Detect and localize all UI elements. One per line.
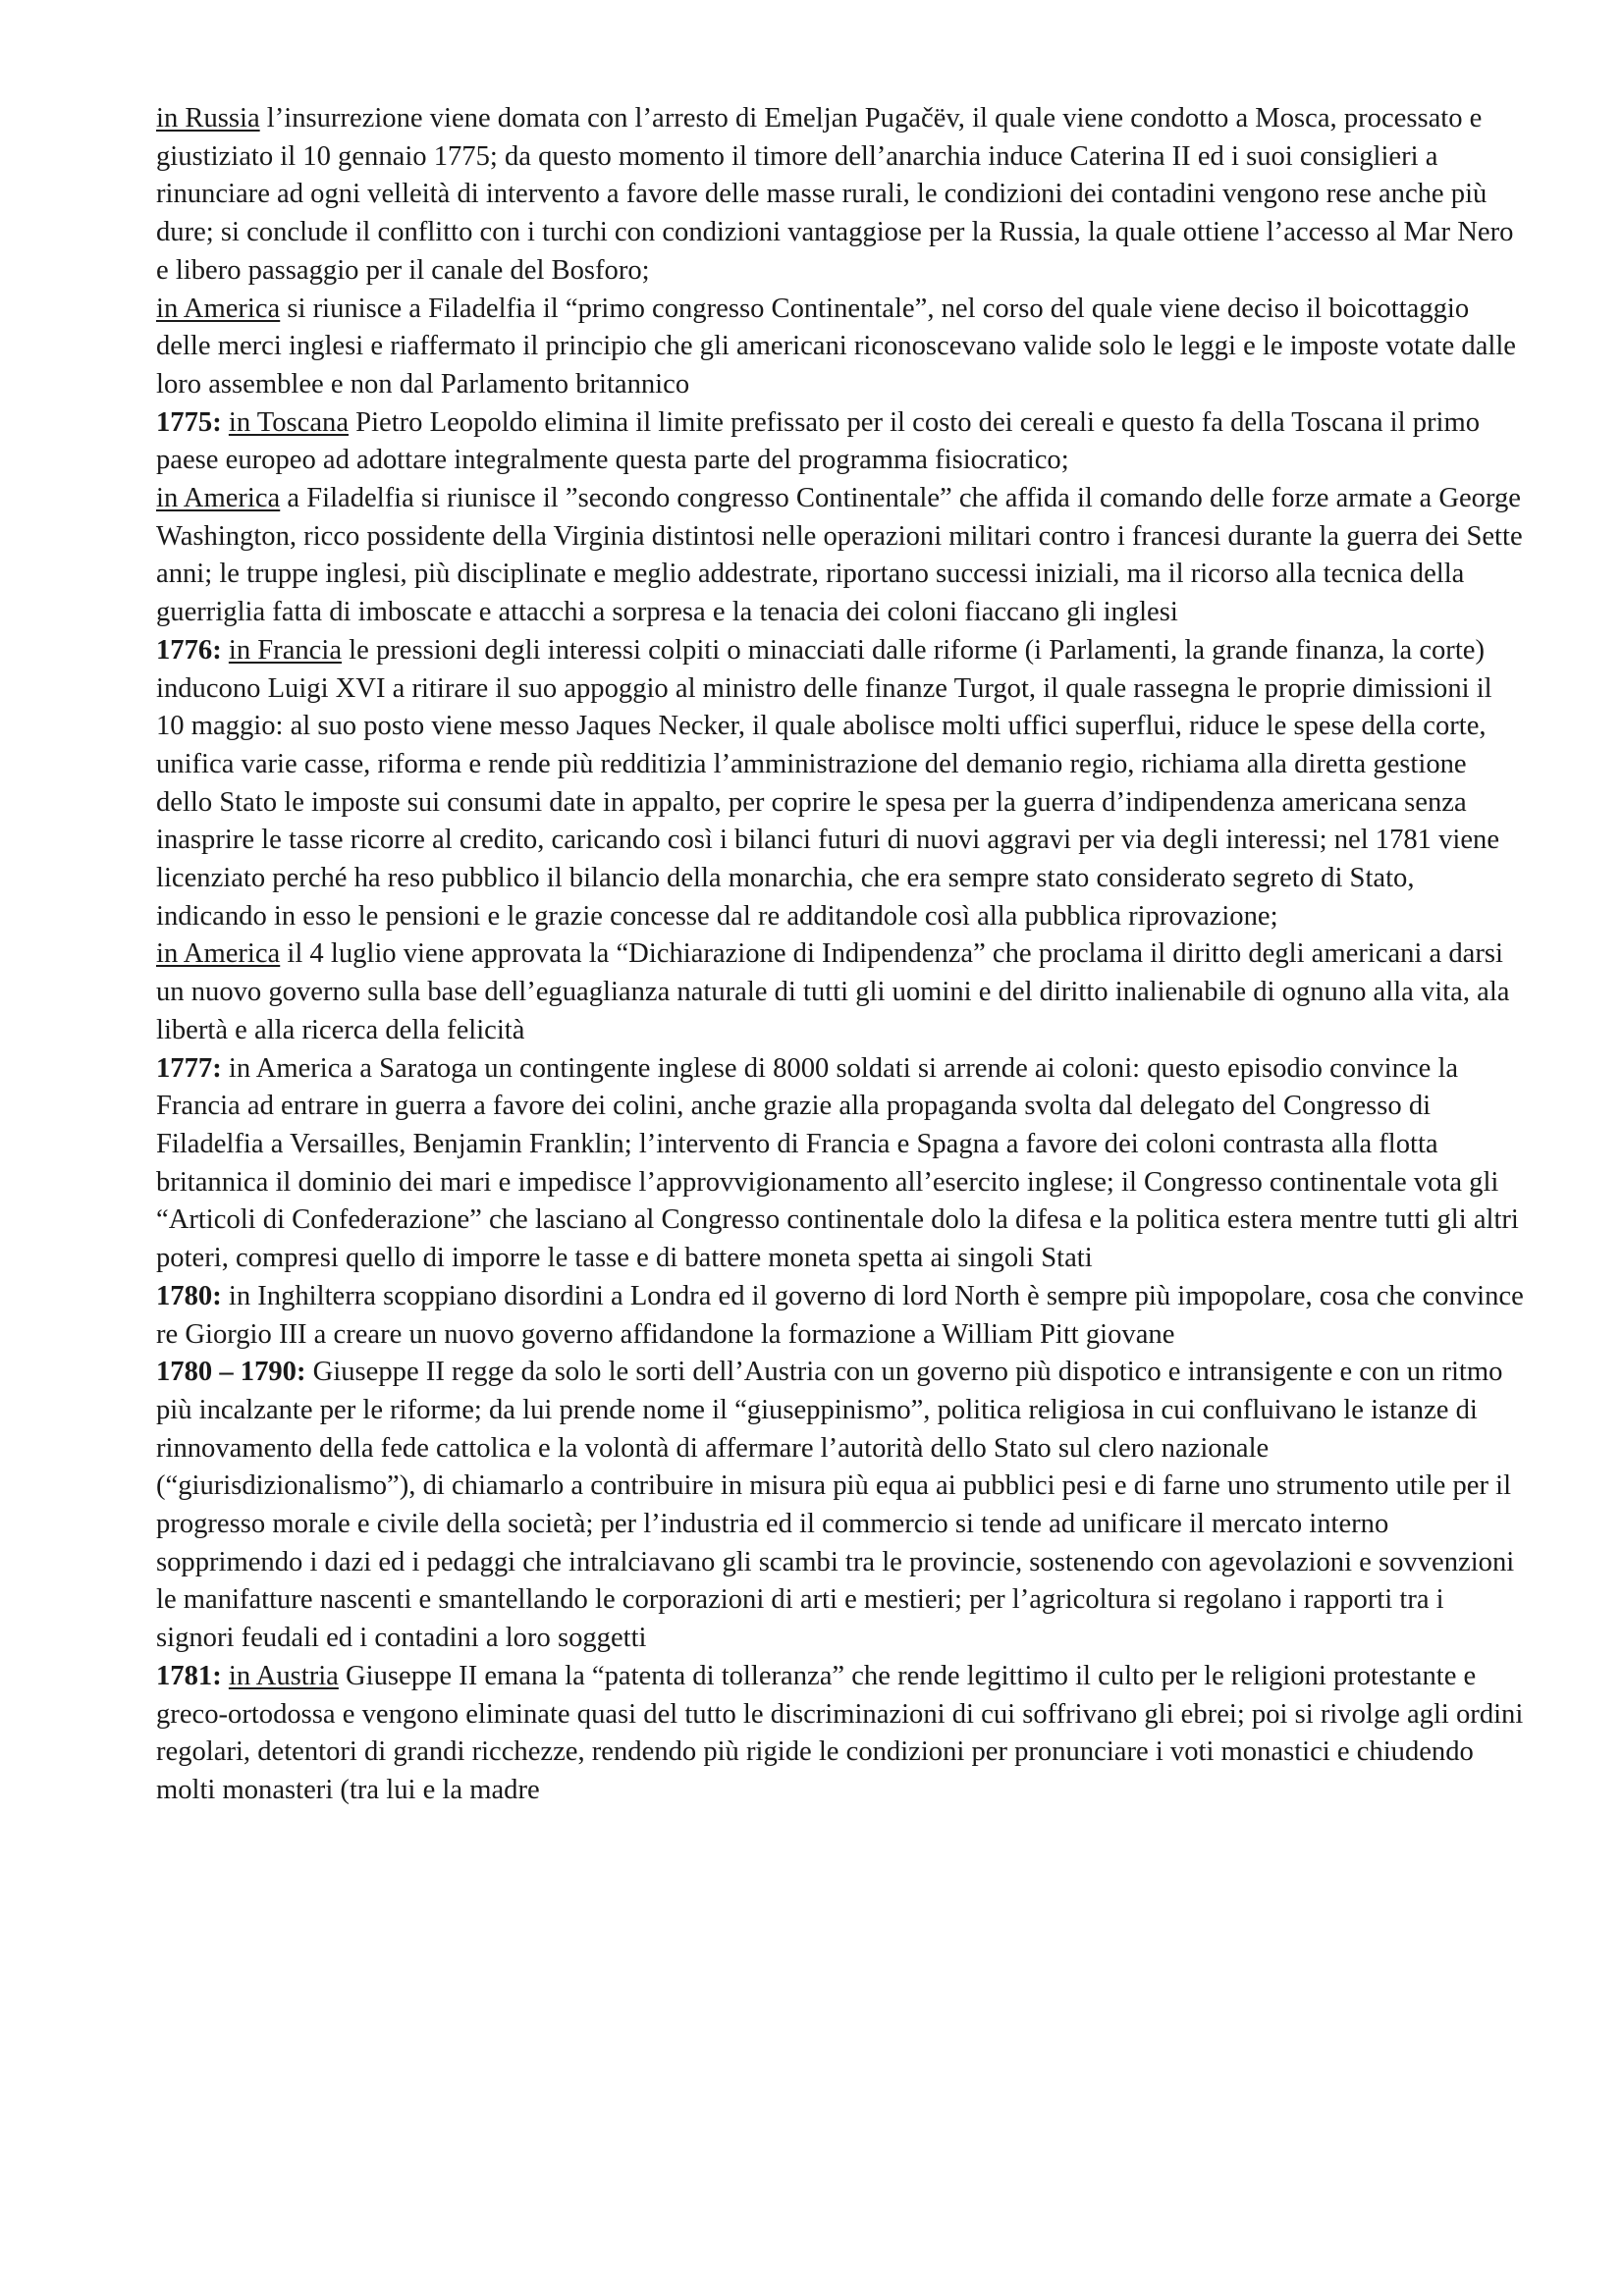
entry-paragraph <box>156 480 1526 632</box>
entry-paragraph <box>156 935 1526 1049</box>
entry-year: 1780 – 1790: <box>156 1357 306 1388</box>
entry-paragraph <box>156 1354 1526 1658</box>
entry-year: 1781: <box>156 1660 222 1691</box>
entry-text: Giuseppe II emana la “patenta di tolleranza” che rende legittimo il culto per le religioni protestante e greco-ortodossa e vengono eliminate quasi del tutto le discriminazioni di cui soffrivano gli ebrei; poi si rivolge agli ordini regolari, detentori di grandi ricchezze, rendendo più rigide le condizioni per pronunciare i voti monastici e chiudendo molti monasteri (tra lui e la madre <box>156 1660 1524 1805</box>
entry-year: 1777: <box>156 1052 222 1084</box>
entry-text: Pietro Leopoldo elimina il limite prefissato per il costo dei cereali e questo fa della Toscana il primo paese europeo ad adottare integralmente questa parte del programma fisiocratico; <box>156 406 1481 476</box>
entry-place: in America <box>156 938 281 970</box>
entry-paragraph <box>156 632 1526 936</box>
document-body <box>156 100 1526 1810</box>
entry-text: il 4 luglio viene approvata la “Dichiarazione di Indipendenza” che proclama il diritto degli americani a darsi un nuovo governo sulla base dell’eguaglianza naturale di tutti gli uomini e del diritto inalienabile di ognuno alla vita, ala libertà e alla ricerca della felicità <box>156 938 1510 1045</box>
entry-place: in America <box>156 293 281 324</box>
entry-paragraph <box>156 1050 1526 1278</box>
entry-year: 1775: <box>156 406 222 438</box>
entry-paragraph <box>156 1278 1526 1354</box>
entry-paragraph <box>156 291 1526 404</box>
entry-place: in Toscana <box>228 406 350 438</box>
entry-place: in America <box>156 483 281 514</box>
entry-text: si riunisce a Filadelfia il “primo congresso Continentale”, nel corso del quale viene deciso il boicottaggio delle merci inglesi e riaffermato il principio che gli americani riconoscevano valide solo le leggi e le imposte votate dalle loro assemblee e non dal Parlamento britannico <box>156 293 1516 400</box>
entry-paragraph <box>156 100 1526 291</box>
entry-place: in Francia <box>228 634 343 666</box>
entry-place: in Russia <box>156 103 260 133</box>
entry-text: a Filadelfia si riunisce il ”secondo congresso Continentale” che affida il comando delle forze armate a George Washington, ricco possidente della Virginia distintosi nelle operazioni militari contro i francesi durante la guerra dei Sette anni; le truppe inglesi, più disciplinate e meglio addestrate, riportano successi iniziali, ma il ricorso alla tecnica della guerriglia fatta di imboscate e attacchi a sorpresa e la tenacia dei coloni fiaccano gli inglesi <box>156 483 1523 628</box>
entry-text: Giuseppe II regge da solo le sorti dell’Austria con un governo più dispotico e intransigente e con un ritmo più incalzante per le riforme; da lui prende nome il “giuseppinismo”, politica religiosa in cui confluivano le istanze di rinnovamento della fede cattolica e la volontà di affermare l’autorità dello Stato sul clero nazionale (“giurisdizionalismo”), di chiamarlo a contribuire in misura più equa ai pubblici pesi e di farne uno strumento utile per il progresso morale e civile della società; per l’industria ed il commercio si tende ad unificare il mercato interno sopprimendo i dazi ed i pedaggi che intralciavano gli scambi tra le provincie, sostenendo con agevolazioni e sovvenzioni le manifatture nascenti e smantellando le corporazioni di arti e mestieri; per l’agricoltura si regolano i rapporti tra i signori feudali ed i contadini a loro soggetti <box>156 1357 1515 1654</box>
entry-place: in Austria <box>228 1660 339 1691</box>
entry-text: le pressioni degli interessi colpiti o minacciati dalle riforme (i Parlamenti, la grande finanza, la corte) inducono Luigi XVI a ritirare il suo appoggio al ministro delle finanze Turgot, il quale rassegna le proprie dimissioni il 10 maggio: al suo posto viene messo Jaques Necker, il quale abolisce molti uffici superflui, riduce le spese della corte, unifica varie casse, riforma e rende più redditizia l’amministrazione del demanio regio, richiama alla diretta gestione dello Stato le imposte sui consumi date in appalto, per coprire le spesa per la guerra d’indipendenza americana senza inasprire le tasse ricorre al credito, caricando così i bilanci futuri di nuovi aggravi per via degli interessi; nel 1781 viene licenziato perché ha reso pubblico il bilancio della monarchia, che era sempre stato considerato segreto di Stato, indicando in esso le pensioni e le grazie concesse dal re additandole così alla pubblica riprovazione; <box>156 634 1500 932</box>
entry-paragraph <box>156 404 1526 480</box>
entry-year: 1776: <box>156 634 222 666</box>
entry-text: in America a Saratoga un contingente inglese di 8000 soldati si arrende ai coloni: questo episodio convince la Francia ad entrare in guerra a favore dei colini, anche grazie alla propaganda svolta dal delegato del Congresso di Filadelfia a Versailles, Benjamin Franklin; l’intervento di Francia e Spagna a favore dei coloni contrasta alla flotta britannica il dominio dei mari e impedisce l’approvvigionamento all’esercito inglese; il Congresso continentale vota gli “Articoli di Confederazione” che lasciano al Congresso continentale dolo la difesa e la politica estera mentre tutti gli altri poteri, compresi quello di imporre le tasse e di battere moneta spetta ai singoli Stati <box>156 1052 1519 1274</box>
entry-text: l’insurrezione viene domata con l’arresto di Emeljan Pugačëv, il quale viene condotto a Mosca, processato e giustiziato il 10 gennaio 1775; da questo momento il timore dell’anarchia induce Caterina II ed i suoi consiglieri a rinunciare ad ogni velleità di intervento a favore delle masse rurali, le condizioni dei contadini vengono rese anche più dure; si conclude il conflitto con i turchi con condizioni vantaggiose per la Russia, la quale ottiene l’accesso al Mar Nero e libero passaggio per il canale del Bosforo; <box>156 103 1514 286</box>
entry-paragraph <box>156 1658 1526 1810</box>
entry-text: in Inghilterra scoppiano disordini a Londra ed il governo di lord North è sempre più impopolare, cosa che convince re Giorgio III a creare un nuovo governo affidandone la formazione a William Pitt giovane <box>156 1280 1524 1350</box>
entry-year: 1780: <box>156 1280 222 1311</box>
